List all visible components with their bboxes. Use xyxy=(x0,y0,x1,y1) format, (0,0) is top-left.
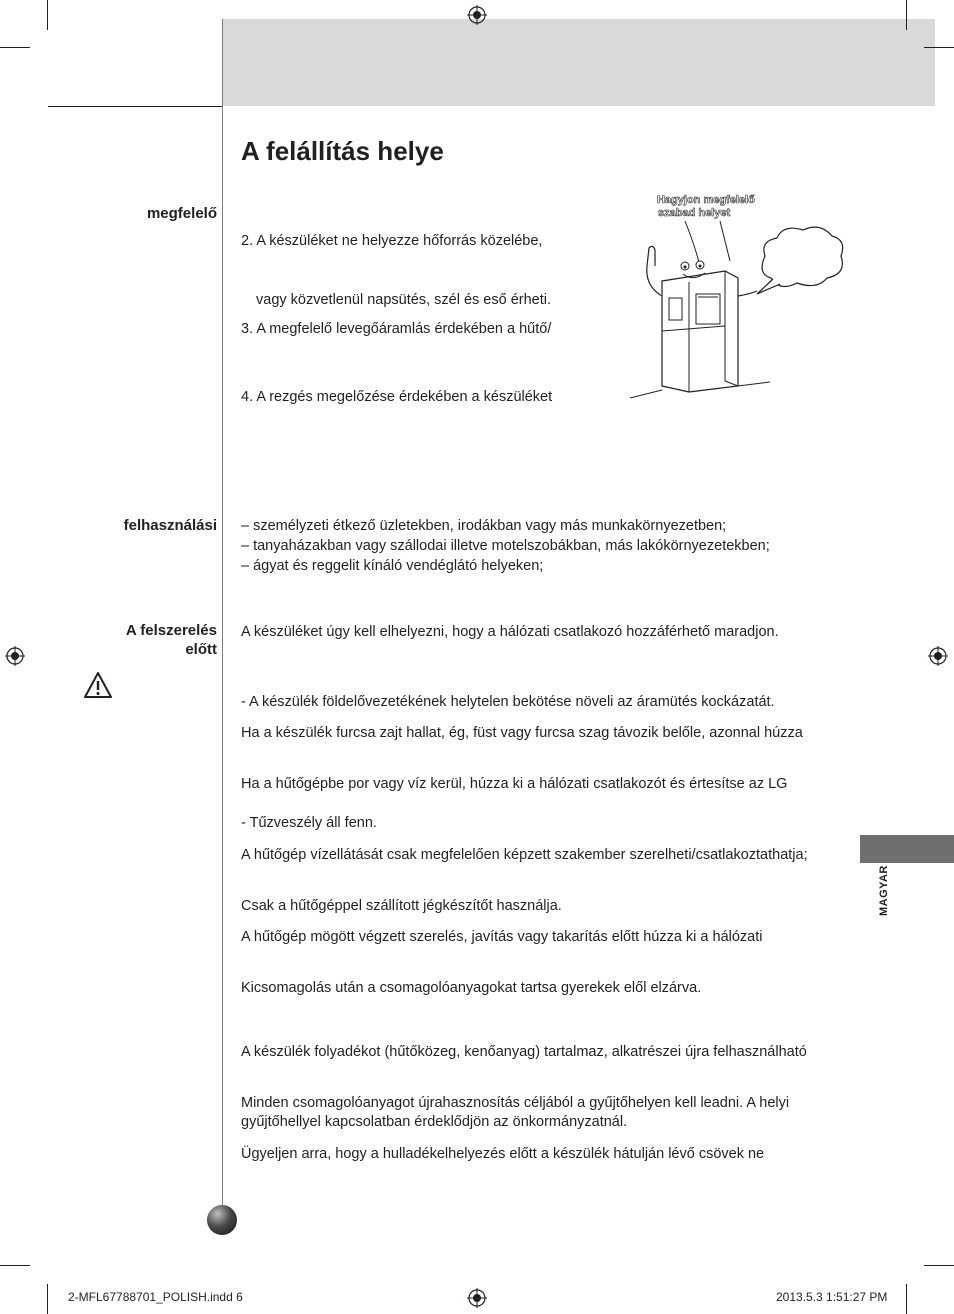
page-title: A felállítás helye xyxy=(241,136,444,166)
illustration-label xyxy=(657,194,755,220)
paragraph-dust-water: Ha a hűtőgépbe por vagy víz kerül, húzza ki a hálózati csatlakozót és értesítse az LG xyxy=(241,776,788,792)
side-label-megfelelo: megfelelő xyxy=(146,205,217,222)
crop-mark xyxy=(47,0,48,30)
crop-mark xyxy=(906,0,907,30)
list-item: – tanyaházakban vagy szállodai illetve motelszobákban, más lakókörnyezetekben; xyxy=(241,538,770,554)
language-tab xyxy=(860,835,954,863)
list-item: – ágyat és reggelit kínáló vendéglátó helyeken; xyxy=(241,558,544,574)
side-label-felszereles xyxy=(126,621,217,659)
paragraph-plug-access: A készüléket úgy kell elhelyezni, hogy a hálózati csatlakozó hozzáférhető maradjon. xyxy=(241,624,779,640)
registration-mark-icon xyxy=(467,1288,487,1308)
page-marker-ball xyxy=(207,1205,237,1235)
illustration-label-line2: szabad helyet xyxy=(658,207,731,219)
language-label: MAGYAR xyxy=(878,865,890,916)
crop-mark xyxy=(924,47,954,48)
crop-mark xyxy=(0,47,30,48)
paragraph-fire-hazard: - Tűzveszély áll fenn. xyxy=(241,815,377,831)
side-label-felszereles-line1: A felszerelés xyxy=(125,622,217,639)
paragraph-airflow: 3. A megfelelő levegőáramlás érdekében a hűtő/ xyxy=(241,321,552,337)
paragraph-service: A hűtőgép mögött végzett szerelés, javítás vagy takarítás előtt húzza ki a hálózati xyxy=(241,929,763,945)
paragraph-recycling: Minden csomagolóanyagot újrahasznosítás céljából a gyűjtőhelyen kell leadni. A helyi xyxy=(241,1095,790,1111)
crop-mark xyxy=(924,1265,954,1266)
side-label-felszereles-line2: előtt xyxy=(185,641,217,658)
list-item: – személyzeti étkező üzletekben, irodákban vagy más munkakörnyezetben; xyxy=(241,518,727,534)
crop-mark xyxy=(0,1265,30,1266)
registration-mark-icon xyxy=(467,5,487,25)
paragraph-vibration: 4. A rezgés megelőzése érdekében a készüléket xyxy=(241,389,553,405)
header-rule xyxy=(48,106,222,107)
paragraph-strange-noise: Ha a készülék furcsa zajt hallat, ég, füst vagy furcsa szag távozik belőle, azonnal húzza xyxy=(241,725,803,741)
warning-triangle-icon xyxy=(83,671,113,699)
sidebar-divider xyxy=(222,19,223,1219)
side-label-felhasznalasi: felhasználási xyxy=(123,517,217,534)
footer-file-name: 2-MFL67788701_POLISH.indd 6 xyxy=(68,1290,243,1304)
paragraph-heat-source: 2. A készüléket ne helyezze hőforrás közelébe, xyxy=(241,233,543,249)
illustration-label-line1: Hagyjon megfelelő xyxy=(657,194,755,206)
paragraph-refrigerant: A készülék folyadékot (hűtőközeg, kenőanyag) tartalmaz, alkatrészei újra felhasználható xyxy=(241,1044,807,1060)
paragraph-recycling-2: gyűjtőhellyel kapcsolatban érdeklődjön az önkormányzatnál. xyxy=(241,1114,628,1130)
crop-mark xyxy=(47,1284,48,1314)
paragraph-ice-maker: Csak a hűtőgéppel szállított jégkészítőt használja. xyxy=(241,898,562,914)
paragraph-sunlight: vagy közvetlenül napsütés, szél és eső érheti. xyxy=(256,292,551,308)
crop-mark xyxy=(906,1284,907,1314)
paragraph-grounding: - A készülék földelővezetékének helytelen bekötése növeli az áramütés kockázatát. xyxy=(241,694,775,710)
paragraph-water-supply: A hűtőgép vízellátását csak megfelelően képzett szakember szerelheti/csatlakoztathatja; xyxy=(241,847,808,863)
paragraph-pipes: Ügyeljen arra, hogy a hulladékelhelyezés előtt a készülék hátulján lévő csövek ne xyxy=(241,1146,765,1162)
footer-datetime: 2013.5.3 1:51:27 PM xyxy=(776,1290,888,1304)
registration-mark-icon xyxy=(5,646,25,666)
header-band xyxy=(222,19,935,106)
registration-mark-icon xyxy=(928,646,948,666)
paragraph-packaging: Kicsomagolás után a csomagolóanyagokat tartsa gyerekek elől elzárva. xyxy=(241,980,702,996)
